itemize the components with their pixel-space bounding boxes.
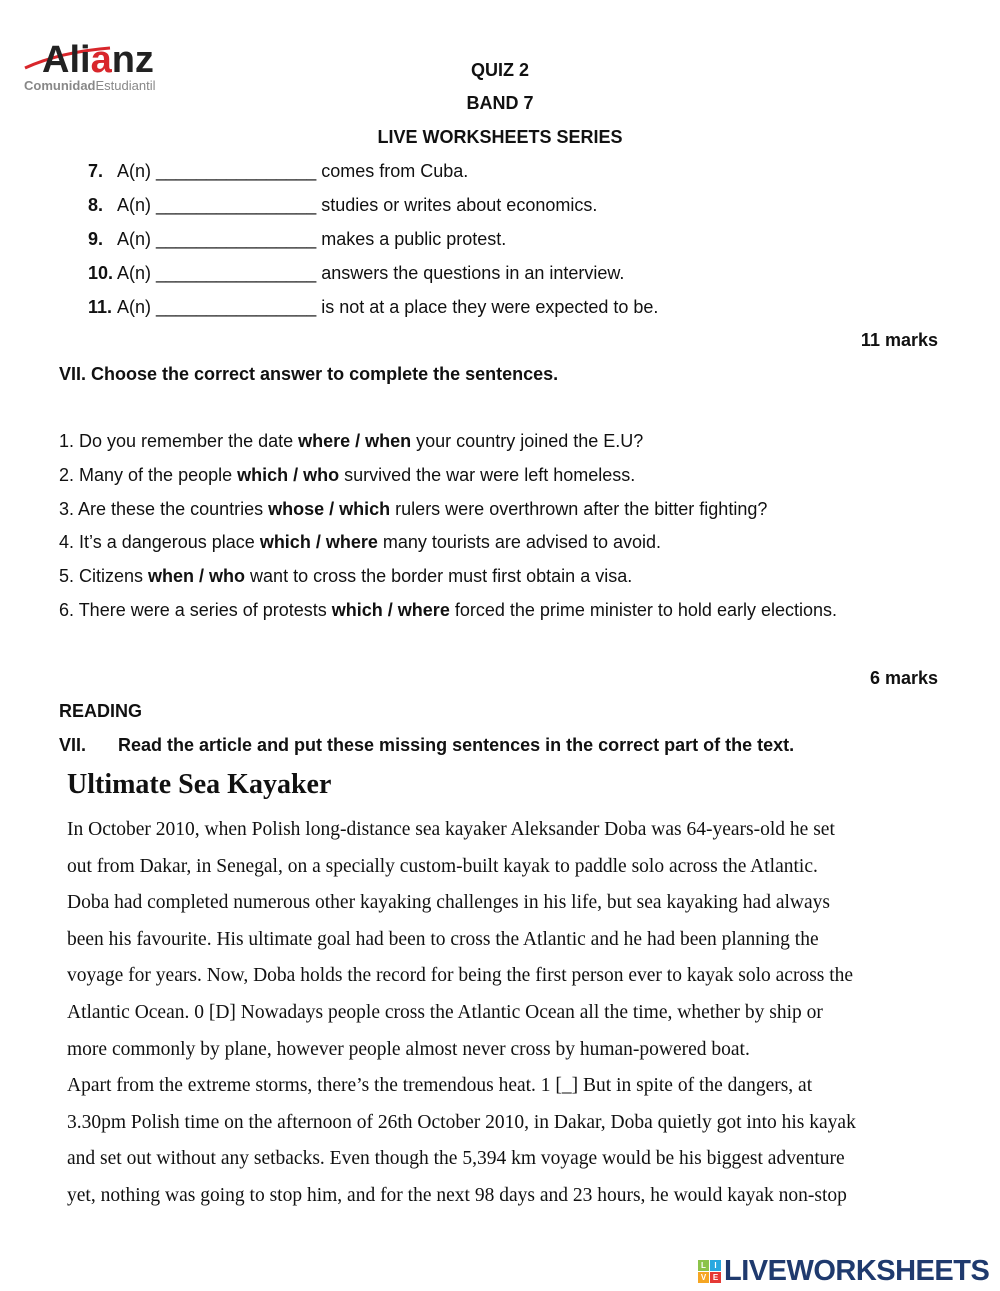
answer-blank[interactable]: ________________ [156, 263, 317, 283]
choice-options[interactable]: when / who [148, 566, 246, 587]
svg-text:Alianz: Alianz [42, 39, 154, 81]
series-label: LIVE WORKSHEETS SERIES [377, 127, 623, 147]
article-line: Atlantic Ocean. 0 [D] Nowadays people cross the Atlantic Ocean all the time, whether by ship or [67, 1002, 823, 1023]
vocab-item [88, 230, 506, 248]
reading-label: READING [59, 701, 143, 721]
liveworksheets-logo [698, 1254, 990, 1287]
choice-sentence [59, 466, 635, 484]
item-text: is not at a place they were expected to be. [321, 297, 659, 317]
vocab-item [88, 162, 468, 180]
sentence-end: rulers were overthrown after the bitter fighting? [390, 498, 768, 519]
article-line: Doba had completed numerous other kayaking challenges in his life, but sea kayaking had always [67, 892, 830, 914]
article-line: more commonly by plane, however people almost never cross by human-powered boat. [67, 1038, 750, 1060]
svg-text:ComunidadEstudiantil: ComunidadEstudiantil [24, 78, 156, 93]
logo-letter: V [698, 1272, 709, 1283]
item-prefix: A(n) [117, 297, 152, 317]
sentence-start: 3. Are these the countries [59, 498, 269, 519]
item-prefix: A(n) [117, 161, 152, 181]
sentence-end: many tourists are advised to avoid. [377, 532, 661, 553]
marks-11: 11 marks [860, 330, 938, 350]
vocab-item [88, 264, 624, 282]
item-text: studies or writes about economics. [321, 195, 598, 215]
choice-sentence [59, 601, 837, 619]
choice-sentence [59, 567, 632, 585]
choice-sentence [59, 533, 661, 551]
choice-options[interactable]: which / who [237, 464, 340, 485]
item-number: 8. [88, 195, 104, 215]
reading-number: VII. [59, 735, 87, 755]
logo-letter: I [710, 1260, 721, 1271]
section-title: VII. Choose the correct answer to complete the sentences. [59, 364, 559, 384]
sentence-start: 1. Do you remember the date [59, 431, 299, 451]
marks-6: 6 marks [869, 668, 938, 688]
article-line: out from Dakar, in Senegal, on a specially custom-built kayak to paddle solo across the Atlantic. [67, 855, 818, 877]
article-line: and set out without any setbacks. Even though the 5,394 km voyage would be his biggest adventure [67, 1148, 845, 1170]
choice-options[interactable]: which / where [259, 532, 378, 553]
reading-instruction: Read the article and put these missing sentences in the correct part of the text. [118, 735, 795, 755]
item-number: 10. [88, 263, 114, 283]
choice-options[interactable]: whose / which [268, 498, 391, 519]
sentence-start: 2. Many of the people [59, 464, 238, 485]
item-text: answers the questions in an interview. [321, 263, 625, 283]
item-number: 7. [88, 161, 104, 181]
quiz-title: QUIZ 2 [470, 60, 529, 80]
answer-blank[interactable]: ________________ [156, 161, 317, 181]
item-text: makes a public protest. [321, 229, 507, 249]
choice-options[interactable]: where / when [298, 431, 412, 451]
item-number: 9. [88, 229, 104, 249]
choice-options[interactable]: which / where [331, 600, 450, 620]
article-line: Apart from the extreme storms, there’s the tremendous heat. 1 [_] But in spite of the dangers, at [67, 1075, 813, 1097]
band-label: BAND 7 [466, 93, 534, 113]
sentence-end: forced the prime minister to hold early elections. [449, 600, 838, 620]
choice-sentence [59, 500, 767, 518]
item-prefix: A(n) [117, 195, 152, 215]
item-prefix: A(n) [117, 229, 152, 249]
article-line: In October 2010, when Polish long-distance sea kayaker Aleksander Doba was 64-years-old he set [67, 819, 835, 840]
vocab-item [88, 196, 597, 214]
choice-sentence [59, 432, 643, 450]
sentence-end: want to cross the border must first obtain a visa. [245, 566, 633, 587]
article-title: Ultimate Sea Kayaker [67, 769, 332, 800]
answer-blank[interactable]: ________________ [156, 229, 317, 249]
sentence-end: survived the war were left homeless. [339, 464, 636, 485]
article-line: yet, nothing was going to stop him, and for the next 98 days and 23 hours, he would kayak non-stop [67, 1185, 847, 1206]
sentence-end: your country joined the E.U? [411, 431, 644, 451]
sentence-start: 6. There were a series of protests [59, 600, 332, 620]
logo-text: LIVEWORKSHEETS [724, 1254, 990, 1287]
answer-blank[interactable]: ________________ [156, 195, 317, 215]
article-line: 3.30pm Polish time on the afternoon of 26th October 2010, in Dakar, Doba quietly got into his kayak [67, 1111, 856, 1133]
sentence-start: 4. It’s a dangerous place [59, 532, 260, 553]
item-number: 11. [88, 297, 113, 317]
article-line: voyage for years. Now, Doba holds the record for being the first person ever to kayak solo across the [67, 965, 854, 987]
item-text: comes from Cuba. [321, 161, 469, 181]
logo-letter: E [710, 1272, 721, 1283]
logo-letter: L [698, 1260, 709, 1271]
item-prefix: A(n) [117, 263, 152, 283]
sentence-start: 5. Citizens [59, 566, 149, 587]
answer-blank[interactable]: ________________ [156, 297, 317, 317]
vocab-item [88, 298, 658, 316]
article-line: been his favourite. His ultimate goal had been to cross the Atlantic and he had been planning the [67, 928, 819, 950]
